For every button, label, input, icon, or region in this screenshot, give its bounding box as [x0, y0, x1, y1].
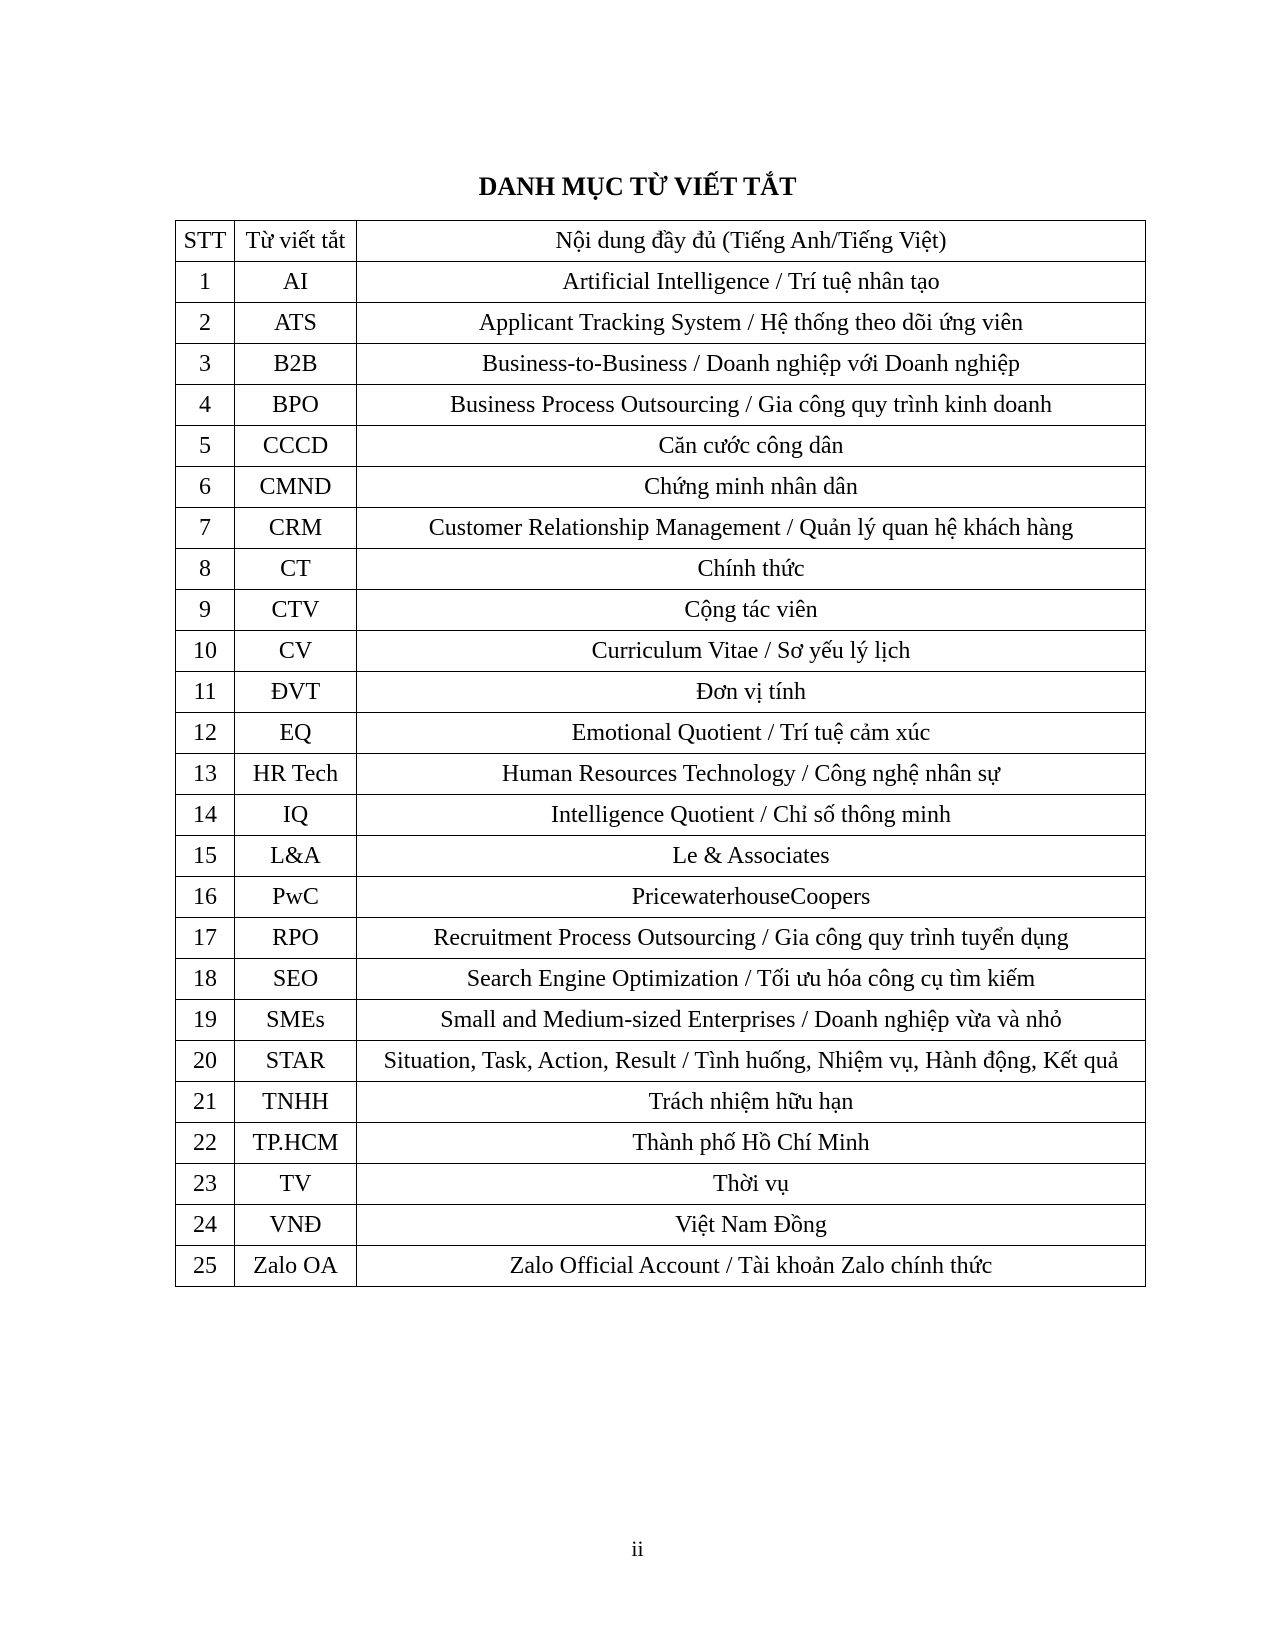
- table-row: [176, 344, 1146, 385]
- table-body: [176, 262, 1146, 1287]
- row-full-name: Cộng tác viên: [357, 590, 1146, 631]
- row-abbreviation: TP.HCM: [235, 1123, 357, 1164]
- row-stt: 8: [176, 549, 235, 590]
- row-abbreviation: BPO: [235, 385, 357, 426]
- table-row: [176, 1000, 1146, 1041]
- row-abbreviation: IQ: [235, 795, 357, 836]
- row-stt: 9: [176, 590, 235, 631]
- abbreviation-table: [175, 220, 1146, 1287]
- row-stt: 19: [176, 1000, 235, 1041]
- table-row: [176, 713, 1146, 754]
- header-abbreviation: Từ viết tắt: [235, 221, 357, 262]
- row-stt: 10: [176, 631, 235, 672]
- table-row: [176, 672, 1146, 713]
- row-full-name: Business Process Outsourcing / Gia công quy trình kinh doanh: [357, 385, 1146, 426]
- row-full-name: Human Resources Technology / Công nghệ nhân sự: [357, 754, 1146, 795]
- table-row: [176, 836, 1146, 877]
- row-abbreviation: HR Tech: [235, 754, 357, 795]
- row-stt: 20: [176, 1041, 235, 1082]
- row-full-name: Chính thức: [357, 549, 1146, 590]
- header-full-name: Nội dung đầy đủ (Tiếng Anh/Tiếng Việt): [357, 221, 1146, 262]
- row-abbreviation: CTV: [235, 590, 357, 631]
- row-full-name: Le & Associates: [357, 836, 1146, 877]
- page-title: DANH MỤC TỪ VIẾT TẮT: [478, 172, 797, 201]
- table-row: [176, 918, 1146, 959]
- row-abbreviation: CV: [235, 631, 357, 672]
- row-full-name: Căn cước công dân: [357, 426, 1146, 467]
- table-row: [176, 590, 1146, 631]
- row-abbreviation: AI: [235, 262, 357, 303]
- row-full-name: Recruitment Process Outsourcing / Gia công quy trình tuyển dụng: [357, 918, 1146, 959]
- table-row: [176, 467, 1146, 508]
- table-row: [176, 385, 1146, 426]
- table-row: [176, 1164, 1146, 1205]
- row-stt: 22: [176, 1123, 235, 1164]
- table-row: [176, 1246, 1146, 1287]
- row-full-name: Thành phố Hồ Chí Minh: [357, 1123, 1146, 1164]
- row-full-name: PricewaterhouseCoopers: [357, 877, 1146, 918]
- row-stt: 13: [176, 754, 235, 795]
- table-header-row: [176, 221, 1146, 262]
- row-stt: 15: [176, 836, 235, 877]
- table-row: [176, 877, 1146, 918]
- row-full-name: Applicant Tracking System / Hệ thống theo dõi ứng viên: [357, 303, 1146, 344]
- row-abbreviation: L&A: [235, 836, 357, 877]
- row-stt: 3: [176, 344, 235, 385]
- row-stt: 11: [176, 672, 235, 713]
- row-abbreviation: PwC: [235, 877, 357, 918]
- row-stt: 5: [176, 426, 235, 467]
- row-stt: 4: [176, 385, 235, 426]
- row-stt: 7: [176, 508, 235, 549]
- page-number: ii: [631, 1536, 644, 1561]
- row-stt: 2: [176, 303, 235, 344]
- row-full-name: Đơn vị tính: [357, 672, 1146, 713]
- table-row: [176, 549, 1146, 590]
- row-stt: 14: [176, 795, 235, 836]
- table-row: [176, 508, 1146, 549]
- row-full-name: Small and Medium-sized Enterprises / Doanh nghiệp vừa và nhỏ: [357, 1000, 1146, 1041]
- row-full-name: Customer Relationship Management / Quản lý quan hệ khách hàng: [357, 508, 1146, 549]
- table-row: [176, 303, 1146, 344]
- row-full-name: Chứng minh nhân dân: [357, 467, 1146, 508]
- row-stt: 6: [176, 467, 235, 508]
- row-stt: 21: [176, 1082, 235, 1123]
- table-row: [176, 631, 1146, 672]
- row-full-name: Trách nhiệm hữu hạn: [357, 1082, 1146, 1123]
- table-row: [176, 754, 1146, 795]
- row-abbreviation: EQ: [235, 713, 357, 754]
- header-stt: STT: [176, 221, 235, 262]
- row-abbreviation: SEO: [235, 959, 357, 1000]
- row-stt: 18: [176, 959, 235, 1000]
- table-row: [176, 262, 1146, 303]
- table-row: [176, 959, 1146, 1000]
- row-stt: 16: [176, 877, 235, 918]
- row-stt: 23: [176, 1164, 235, 1205]
- row-abbreviation: ATS: [235, 303, 357, 344]
- row-full-name: Search Engine Optimization / Tối ưu hóa công cụ tìm kiếm: [357, 959, 1146, 1000]
- row-abbreviation: CMND: [235, 467, 357, 508]
- row-abbreviation: CRM: [235, 508, 357, 549]
- row-stt: 25: [176, 1246, 235, 1287]
- row-full-name: Emotional Quotient / Trí tuệ cảm xúc: [357, 713, 1146, 754]
- row-abbreviation: STAR: [235, 1041, 357, 1082]
- row-full-name: Artificial Intelligence / Trí tuệ nhân tạo: [357, 262, 1146, 303]
- row-stt: 1: [176, 262, 235, 303]
- row-abbreviation: TV: [235, 1164, 357, 1205]
- row-abbreviation: CT: [235, 549, 357, 590]
- row-abbreviation: RPO: [235, 918, 357, 959]
- row-full-name: Situation, Task, Action, Result / Tình huống, Nhiệm vụ, Hành động, Kết quả: [357, 1041, 1146, 1082]
- row-abbreviation: SMEs: [235, 1000, 357, 1041]
- table-row: [176, 1082, 1146, 1123]
- row-full-name: Curriculum Vitae / Sơ yếu lý lịch: [357, 631, 1146, 672]
- row-full-name: Việt Nam Đồng: [357, 1205, 1146, 1246]
- table-row: [176, 426, 1146, 467]
- row-abbreviation: VNĐ: [235, 1205, 357, 1246]
- table-row: [176, 1205, 1146, 1246]
- row-abbreviation: ĐVT: [235, 672, 357, 713]
- row-full-name: Intelligence Quotient / Chỉ số thông minh: [357, 795, 1146, 836]
- row-abbreviation: B2B: [235, 344, 357, 385]
- row-stt: 17: [176, 918, 235, 959]
- row-stt: 12: [176, 713, 235, 754]
- table-row: [176, 795, 1146, 836]
- row-full-name: Thời vụ: [357, 1164, 1146, 1205]
- row-abbreviation: Zalo OA: [235, 1246, 357, 1287]
- row-full-name: Business-to-Business / Doanh nghiệp với Doanh nghiệp: [357, 344, 1146, 385]
- row-abbreviation: TNHH: [235, 1082, 357, 1123]
- row-full-name: Zalo Official Account / Tài khoản Zalo chính thức: [357, 1246, 1146, 1287]
- row-stt: 24: [176, 1205, 235, 1246]
- table-row: [176, 1123, 1146, 1164]
- row-abbreviation: CCCD: [235, 426, 357, 467]
- table-row: [176, 1041, 1146, 1082]
